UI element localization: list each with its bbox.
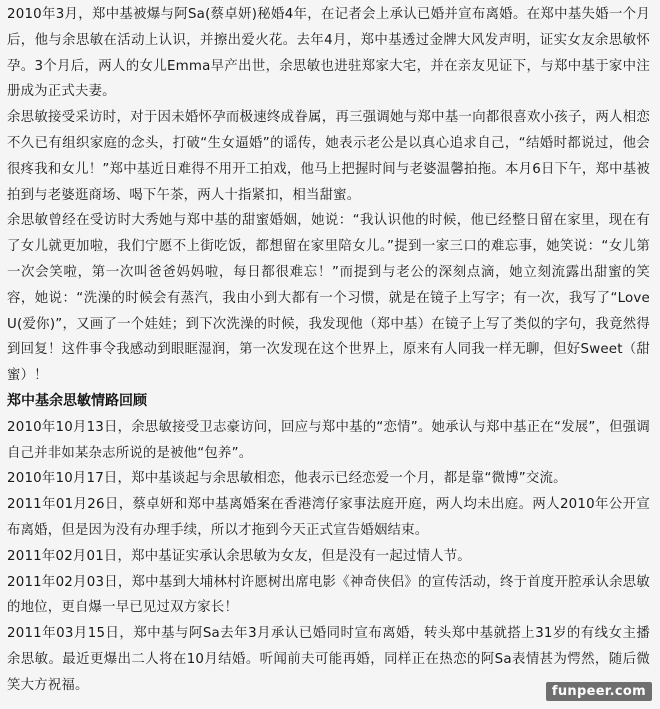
timeline-item: 2010年10月17日，郑中基谈起与余思敏相恋，他表示已经恋爱一个月，都是靠“微博”交流。 <box>7 471 567 487</box>
timeline-item: 2011年02月01日，郑中基证实承认余思敏为女友，但是没有一起过情人节。 <box>7 548 471 564</box>
timeline-item: 2011年03月15日，郑中基与阿Sa去年3月承认已婚同时宣布离婚，转头郑中基就搭上31岁的有线女主播余思敏。最近更爆出二人将在10月结婚。听闻前夫可能再婚，同样正在热恋的阿Sa表情甚为愕然，随后微笑大方祝福。 <box>7 626 650 693</box>
site-watermark: funpeer.com <box>546 682 652 701</box>
paragraph-3: 余思敏曾经在受访时大秀她与郑中基的甜蜜婚姻，她说：“我认识他的时候，他已经整日留在家里，现在有了女儿就更加啦，我们宁愿不上街吃饭，都想留在家里陪女儿。”提到一家三口的难忘事，她笑说：“女儿第一次会笑啦，第一次叫爸爸妈妈啦，每日都很难忘！”而提到与老公的深刻点滴，她立刻流露出甜蜜的笑容，她说：“洗澡的时候会有蒸汽，我由小到大都有一个习惯，就是在镜子上写字；有一次，我写了“Love U(爱你)”，又画了一个娃娃；到下次洗澡的时候，我发现他（郑中基）在镜子上写了类似的字句，我竟然得到回复！这件事令我感动到眼眶湿润，第一次发现在这个世界上，原来有人同我一样无聊，但好Sweet（甜蜜）！ <box>7 213 650 384</box>
paragraph-1: 2010年3月，郑中基被爆与阿Sa(蔡卓妍)秘婚4年，在记者会上承认已婚并宣布离婚。在郑中基失婚一个月后，他与余思敏在活动上认识，并擦出爱火花。去年4月，郑中基透过金牌大风发声明，证实女友余思敏怀孕。3个月后，两人的女儿Emma早产出世，余思敏也进驻郑家大宅，并在亲友见证下，与郑中基于家中注册成为正式夫妻。 <box>7 7 650 100</box>
paragraph-2: 余思敏接受采访时，对于因未婚怀孕而极速终成眷属，再三强调她与郑中基一向都很喜欢小孩子，两人相恋不久已有组织家庭的念头，打破“生女逼婚”的谣传，她表示老公是以真心追求自己，“结婚时都说过，他会很疼我和女儿！”郑中基近日难得不用开工拍戏，他马上把握时间与老婆温馨拍拖。本月6日下午，郑中基被拍到与老婆逛商场、喝下午茶，两人十指紧扣，相当甜蜜。 <box>7 110 650 203</box>
timeline-item: 2011年01月26日，蔡卓妍和郑中基离婚案在香港湾仔家事法庭开庭，两人均未出庭。两人2010年公开宣布离婚，但是因为没有办理手续，所以才拖到今天正式宣告婚姻结束。 <box>7 497 650 538</box>
section-heading: 郑中基余思敏情路回顾 <box>7 392 147 409</box>
timeline-item: 2011年02月03日，郑中基到大埔林村许愿树出席电影《神奇侠侣》的宣传活动，终于首度开腔承认余思敏的地位，更自爆一早已见过双方家长！ <box>7 574 650 616</box>
timeline-item: 2010年10月13日，余思敏接受卫志豪访问，回应与郑中基的“恋情”。她承认与郑中基正在“发展”，但强调自己并非如某杂志所说的是被他“包养”。 <box>7 419 650 461</box>
